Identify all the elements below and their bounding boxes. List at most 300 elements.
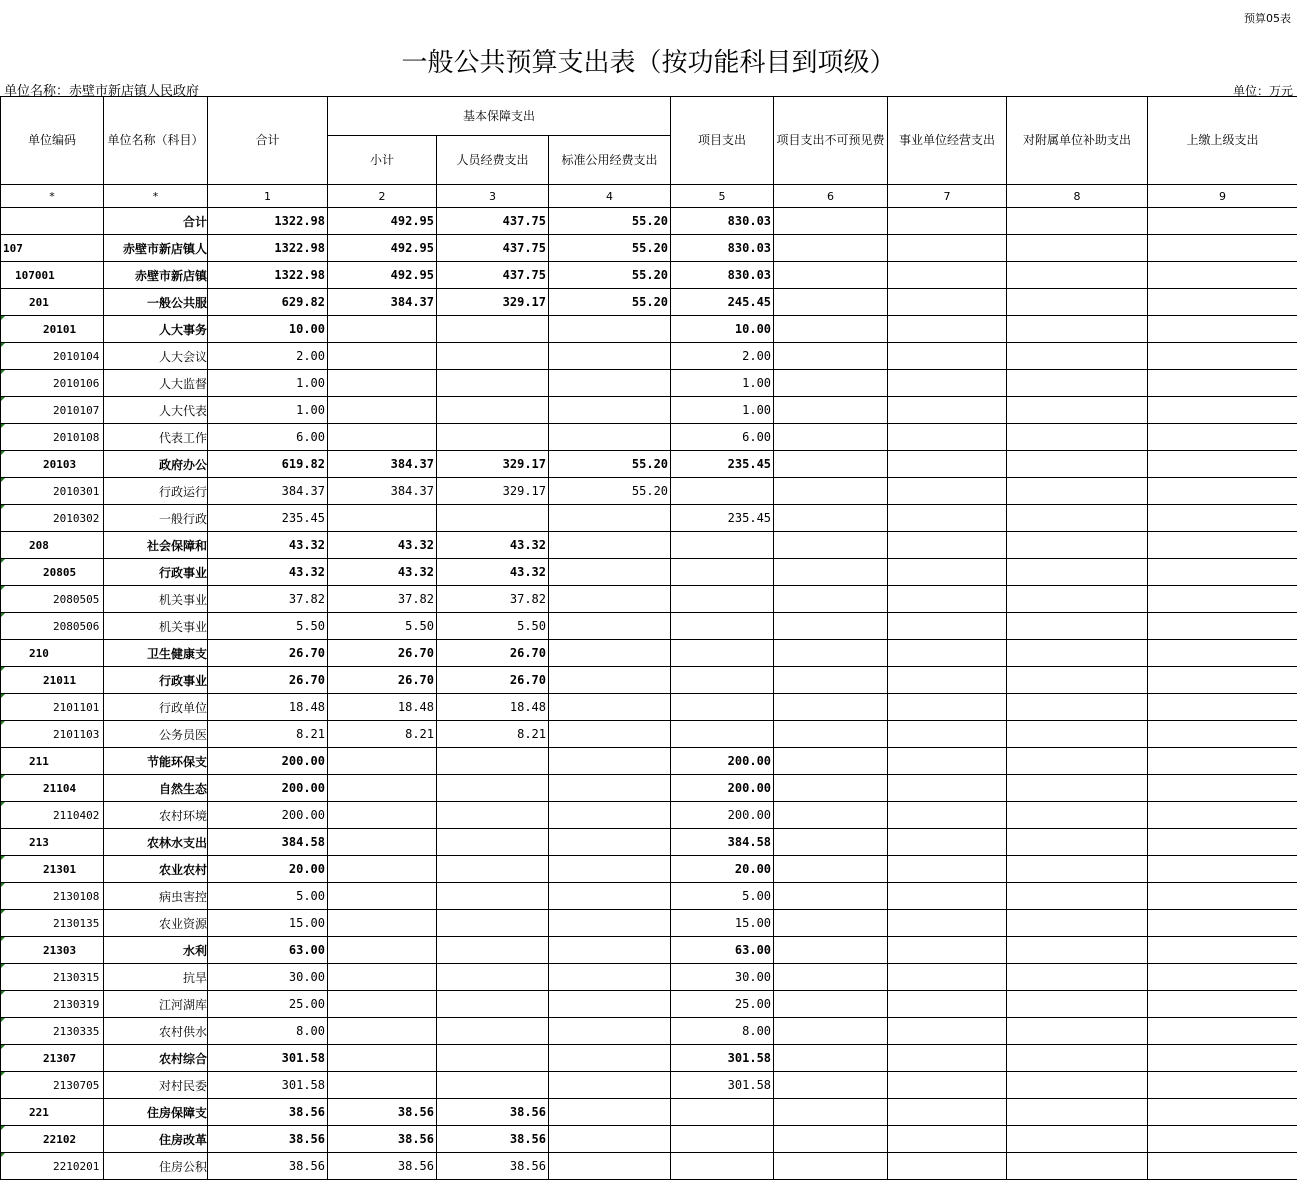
value-cell: 26.70 [328, 640, 437, 667]
table-row [1, 640, 1297, 667]
value-cell [549, 883, 671, 910]
value-cell [671, 667, 774, 694]
row-code [1, 505, 104, 532]
value-cell [1007, 532, 1148, 559]
table-row [1, 1153, 1297, 1180]
row-name: 赤壁市新店镇 [104, 262, 208, 289]
row-name: 合计 [104, 208, 208, 235]
row-code-text: 107001 [15, 268, 55, 282]
value-cell [888, 370, 1007, 397]
form-number: 预算05表 [1244, 12, 1291, 25]
row-name: 江河湖库 [104, 991, 208, 1018]
value-cell: 20.00 [671, 856, 774, 883]
table-row [1, 613, 1297, 640]
value-cell [774, 262, 888, 289]
value-cell: 200.00 [208, 802, 328, 829]
value-cell [888, 1045, 1007, 1072]
value-cell [549, 694, 671, 721]
value-cell [774, 208, 888, 235]
row-code [1, 937, 104, 964]
value-cell [1007, 910, 1148, 937]
value-cell [328, 829, 437, 856]
value-cell: 37.82 [328, 586, 437, 613]
value-cell [774, 748, 888, 775]
table-row [1, 397, 1297, 424]
value-cell [1148, 802, 1297, 829]
value-cell: 384.58 [208, 829, 328, 856]
currency-unit: 单位：万元 [1232, 84, 1293, 98]
value-cell: 437.75 [437, 262, 549, 289]
value-cell: 18.48 [208, 694, 328, 721]
index-row [1, 185, 1297, 208]
index-cell: * [1, 185, 104, 208]
row-name: 节能环保支 [104, 748, 208, 775]
value-cell: 437.75 [437, 208, 549, 235]
row-name: 人大会议 [104, 343, 208, 370]
row-code [1, 397, 104, 424]
row-code [1, 208, 104, 235]
value-cell: 25.00 [671, 991, 774, 1018]
value-cell [888, 721, 1007, 748]
row-code [1, 289, 104, 316]
value-cell [774, 1072, 888, 1099]
value-cell: 8.21 [208, 721, 328, 748]
table-row [1, 559, 1297, 586]
value-cell [1148, 397, 1297, 424]
value-cell [549, 775, 671, 802]
row-code [1, 559, 104, 586]
index-cell: 3 [437, 185, 549, 208]
value-cell: 384.37 [208, 478, 328, 505]
value-cell [437, 397, 549, 424]
row-code [1, 1126, 104, 1153]
value-cell [437, 829, 549, 856]
value-cell [774, 235, 888, 262]
value-cell [671, 1099, 774, 1126]
row-name: 一般行政 [104, 505, 208, 532]
value-cell [1007, 1126, 1148, 1153]
value-cell [774, 667, 888, 694]
row-code-text: 2010104 [53, 349, 100, 363]
row-code-text: 21011 [43, 673, 77, 687]
row-code [1, 829, 104, 856]
value-cell: 55.20 [549, 478, 671, 505]
value-cell [671, 1153, 774, 1180]
value-cell [1007, 1153, 1148, 1180]
value-cell: 63.00 [208, 937, 328, 964]
value-cell [774, 829, 888, 856]
value-cell [1148, 613, 1297, 640]
row-code-text: 2010301 [53, 484, 100, 498]
value-cell [774, 991, 888, 1018]
row-code [1, 1099, 104, 1126]
value-cell [1148, 262, 1297, 289]
value-cell [671, 721, 774, 748]
value-cell [774, 964, 888, 991]
value-cell [1148, 1045, 1297, 1072]
header-unforeseen: 项目支出不可预见费 [774, 97, 888, 185]
value-cell [549, 1072, 671, 1099]
value-cell: 26.70 [208, 640, 328, 667]
row-code [1, 748, 104, 775]
index-cell: 9 [1148, 185, 1297, 208]
value-cell [774, 289, 888, 316]
value-cell [437, 370, 549, 397]
value-cell: 1322.98 [208, 262, 328, 289]
row-code [1, 343, 104, 370]
row-code-text: 208 [29, 538, 49, 552]
row-code [1, 613, 104, 640]
value-cell [1148, 289, 1297, 316]
value-cell: 235.45 [671, 505, 774, 532]
value-cell: 329.17 [437, 451, 549, 478]
value-cell: 38.56 [208, 1126, 328, 1153]
value-cell: 10.00 [208, 316, 328, 343]
value-cell [888, 991, 1007, 1018]
table-row [1, 937, 1297, 964]
value-cell: 26.70 [208, 667, 328, 694]
value-cell [888, 640, 1007, 667]
row-code-text: 20101 [43, 322, 77, 336]
value-cell: 25.00 [208, 991, 328, 1018]
row-name: 农林水支出 [104, 829, 208, 856]
value-cell [1148, 1072, 1297, 1099]
row-code-text: 21307 [43, 1051, 77, 1065]
value-cell [774, 343, 888, 370]
value-cell [1148, 991, 1297, 1018]
row-code-text: 2130315 [53, 970, 100, 984]
value-cell: 1.00 [208, 370, 328, 397]
table-row [1, 1018, 1297, 1045]
value-cell [328, 1045, 437, 1072]
value-cell [888, 289, 1007, 316]
value-cell [774, 721, 888, 748]
value-cell [888, 613, 1007, 640]
value-cell [437, 991, 549, 1018]
index-cell: 2 [328, 185, 437, 208]
row-name: 住房改革 [104, 1126, 208, 1153]
row-code-text: 20103 [43, 457, 77, 471]
value-cell [549, 1018, 671, 1045]
value-cell: 8.21 [328, 721, 437, 748]
value-cell: 830.03 [671, 208, 774, 235]
cell-marker-icon [1, 667, 5, 671]
value-cell [888, 343, 1007, 370]
row-code-text: 21303 [43, 943, 77, 957]
value-cell [437, 424, 549, 451]
row-code-text: 210 [29, 646, 49, 660]
value-cell [328, 964, 437, 991]
row-name: 行政运行 [104, 478, 208, 505]
value-cell: 1.00 [671, 397, 774, 424]
table-row [1, 829, 1297, 856]
row-code-text: 211 [29, 754, 49, 768]
value-cell [437, 1018, 549, 1045]
value-cell [1007, 883, 1148, 910]
value-cell [1007, 775, 1148, 802]
value-cell [1007, 829, 1148, 856]
row-code [1, 910, 104, 937]
cell-marker-icon [1, 370, 5, 374]
value-cell [1007, 343, 1148, 370]
value-cell: 384.37 [328, 478, 437, 505]
value-cell [328, 856, 437, 883]
value-cell [437, 883, 549, 910]
row-name: 住房保障支 [104, 1099, 208, 1126]
value-cell [549, 370, 671, 397]
value-cell [1007, 451, 1148, 478]
value-cell [1148, 856, 1297, 883]
value-cell [774, 1126, 888, 1153]
value-cell [671, 694, 774, 721]
row-code [1, 478, 104, 505]
value-cell [1007, 856, 1148, 883]
cell-marker-icon [1, 964, 5, 968]
value-cell [1148, 586, 1297, 613]
row-name: 机关事业 [104, 586, 208, 613]
value-cell [774, 856, 888, 883]
row-code [1, 856, 104, 883]
value-cell [1148, 505, 1297, 532]
row-name: 人大代表 [104, 397, 208, 424]
value-cell: 55.20 [549, 451, 671, 478]
value-cell: 301.58 [208, 1072, 328, 1099]
unit-name: 单位名称：赤壁市新店镇人民政府 [4, 84, 200, 99]
row-name: 一般公共服 [104, 289, 208, 316]
value-cell: 329.17 [437, 289, 549, 316]
value-cell: 200.00 [208, 775, 328, 802]
header-subtotal: 小计 [328, 136, 437, 185]
row-code [1, 586, 104, 613]
value-cell [328, 424, 437, 451]
value-cell [774, 1018, 888, 1045]
value-cell [1007, 316, 1148, 343]
value-cell [1007, 370, 1148, 397]
value-cell [1148, 370, 1297, 397]
value-cell [437, 937, 549, 964]
value-cell [1148, 235, 1297, 262]
value-cell [671, 478, 774, 505]
row-name: 自然生态 [104, 775, 208, 802]
value-cell [1007, 1072, 1148, 1099]
value-cell [328, 775, 437, 802]
value-cell [888, 964, 1007, 991]
value-cell: 26.70 [328, 667, 437, 694]
value-cell: 8.00 [671, 1018, 774, 1045]
value-cell [1007, 1018, 1148, 1045]
value-cell [1007, 397, 1148, 424]
table-row [1, 694, 1297, 721]
table-row [1, 910, 1297, 937]
header-project: 项目支出 [671, 97, 774, 185]
row-code-text: 2010302 [53, 511, 100, 525]
value-cell [1007, 748, 1148, 775]
value-cell [549, 856, 671, 883]
cell-marker-icon [1, 424, 5, 428]
value-cell: 200.00 [671, 748, 774, 775]
value-cell: 200.00 [671, 775, 774, 802]
value-cell [1148, 1018, 1297, 1045]
value-cell: 492.95 [328, 235, 437, 262]
cell-marker-icon [1, 1126, 5, 1130]
value-cell [1148, 1099, 1297, 1126]
cell-marker-icon [1, 316, 5, 320]
table-row [1, 451, 1297, 478]
value-cell: 38.56 [328, 1153, 437, 1180]
value-cell [888, 262, 1007, 289]
value-cell [1148, 910, 1297, 937]
value-cell [774, 478, 888, 505]
value-cell: 492.95 [328, 262, 437, 289]
value-cell [328, 1018, 437, 1045]
value-cell [774, 316, 888, 343]
value-cell: 1322.98 [208, 208, 328, 235]
value-cell: 38.56 [208, 1099, 328, 1126]
table-row [1, 883, 1297, 910]
table-row [1, 235, 1297, 262]
table-row [1, 370, 1297, 397]
value-cell [437, 964, 549, 991]
value-cell: 5.50 [208, 613, 328, 640]
row-name: 行政事业 [104, 667, 208, 694]
value-cell [888, 316, 1007, 343]
value-cell: 43.32 [437, 559, 549, 586]
row-name: 住房公积 [104, 1153, 208, 1180]
value-cell [888, 856, 1007, 883]
value-cell [671, 1126, 774, 1153]
row-code [1, 883, 104, 910]
value-cell [888, 532, 1007, 559]
value-cell [1148, 640, 1297, 667]
value-cell [774, 559, 888, 586]
value-cell [774, 532, 888, 559]
value-cell [437, 316, 549, 343]
index-cell: 1 [208, 185, 328, 208]
table-row [1, 478, 1297, 505]
cell-marker-icon [1, 694, 5, 698]
value-cell [774, 1045, 888, 1072]
budget-table [0, 96, 1297, 1180]
value-cell [888, 1018, 1007, 1045]
value-cell [328, 910, 437, 937]
value-cell [888, 424, 1007, 451]
value-cell [549, 640, 671, 667]
cell-marker-icon [1, 1045, 5, 1049]
value-cell [1007, 208, 1148, 235]
value-cell [774, 397, 888, 424]
value-cell: 235.45 [208, 505, 328, 532]
value-cell [328, 343, 437, 370]
row-code-text: 20805 [43, 565, 77, 579]
value-cell: 8.21 [437, 721, 549, 748]
value-cell [774, 370, 888, 397]
value-cell [549, 1153, 671, 1180]
value-cell [1007, 667, 1148, 694]
value-cell: 2.00 [208, 343, 328, 370]
value-cell: 20.00 [208, 856, 328, 883]
row-code-text: 21104 [43, 781, 77, 795]
value-cell [1007, 586, 1148, 613]
row-code-text: 2101103 [53, 727, 100, 741]
value-cell [671, 613, 774, 640]
value-cell [1148, 964, 1297, 991]
index-cell: 4 [549, 185, 671, 208]
value-cell [1148, 775, 1297, 802]
value-cell [437, 775, 549, 802]
value-cell [437, 1045, 549, 1072]
value-cell [888, 478, 1007, 505]
header-name: 单位名称（科目） [104, 97, 208, 185]
value-cell [774, 451, 888, 478]
header-subsidy: 对附属单位补助支出 [1007, 97, 1148, 185]
row-code-text: 2130319 [53, 997, 100, 1011]
table-row [1, 262, 1297, 289]
table-row [1, 208, 1297, 235]
value-cell [774, 1153, 888, 1180]
header-total: 合计 [208, 97, 328, 185]
index-cell: * [104, 185, 208, 208]
value-cell [671, 532, 774, 559]
table-row [1, 532, 1297, 559]
value-cell: 437.75 [437, 235, 549, 262]
row-code [1, 991, 104, 1018]
value-cell [1148, 208, 1297, 235]
cell-marker-icon [1, 343, 5, 347]
cell-marker-icon [1, 856, 5, 860]
table-row [1, 667, 1297, 694]
cell-marker-icon [1, 937, 5, 941]
row-code [1, 316, 104, 343]
value-cell: 384.37 [328, 289, 437, 316]
value-cell [1148, 748, 1297, 775]
value-cell: 200.00 [671, 802, 774, 829]
table-row [1, 424, 1297, 451]
value-cell: 629.82 [208, 289, 328, 316]
row-name: 机关事业 [104, 613, 208, 640]
value-cell [774, 1099, 888, 1126]
cell-marker-icon [1, 613, 5, 617]
cell-marker-icon [1, 1018, 5, 1022]
row-code-text: 2130108 [53, 889, 100, 903]
page-title: 一般公共预算支出表（按功能科目到项级） [401, 48, 896, 78]
value-cell [1007, 559, 1148, 586]
row-code [1, 235, 104, 262]
table-row [1, 964, 1297, 991]
value-cell [437, 910, 549, 937]
value-cell: 63.00 [671, 937, 774, 964]
value-cell [774, 775, 888, 802]
value-cell: 43.32 [328, 559, 437, 586]
value-cell: 619.82 [208, 451, 328, 478]
value-cell: 30.00 [671, 964, 774, 991]
value-cell [437, 505, 549, 532]
row-name: 卫生健康支 [104, 640, 208, 667]
row-code-text: 2080506 [53, 619, 100, 633]
value-cell [1148, 721, 1297, 748]
value-cell: 55.20 [549, 208, 671, 235]
row-code-text: 22102 [43, 1132, 77, 1146]
value-cell [1007, 1045, 1148, 1072]
cell-marker-icon [1, 721, 5, 725]
table-row [1, 1126, 1297, 1153]
row-name: 农业资源 [104, 910, 208, 937]
value-cell: 15.00 [208, 910, 328, 937]
value-cell [888, 1099, 1007, 1126]
value-cell [888, 748, 1007, 775]
table-row [1, 748, 1297, 775]
row-code-text: 213 [29, 835, 49, 849]
value-cell: 37.82 [208, 586, 328, 613]
